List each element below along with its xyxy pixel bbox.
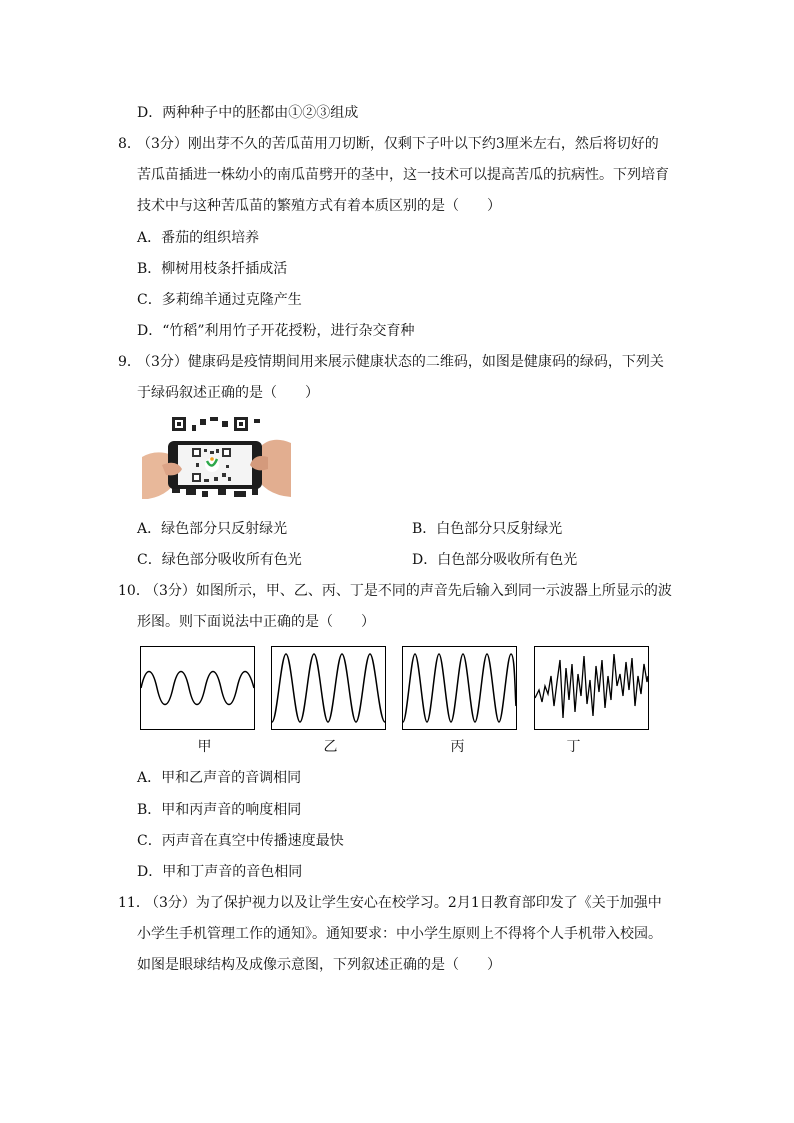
waveform-yi [271, 646, 386, 730]
wave-label-bing: 丙 [450, 739, 465, 755]
q8-number: 8． [118, 136, 141, 152]
q8-text-line1: （3分）刚出芽不久的苦瓜苗用刀切断，仅剩下子叶以下约3厘米左右，然后将切好的 [137, 136, 659, 152]
q8-option-c: C．多莉绵羊通过克隆产生 [137, 292, 302, 308]
q10-option-a: A．甲和乙声音的音调相同 [137, 770, 302, 786]
q7-option-d: D．两种种子中的胚都由①②③组成 [137, 105, 359, 121]
wave-label-yi: 乙 [323, 739, 338, 755]
q11-text-line2: 小学生手机管理工作的通知》。通知要求：中小学生原则上不得将个人手机带入校园。 [137, 926, 662, 942]
q9-option-a: A．绿色部分只反射绿光 [137, 521, 288, 537]
q8-text-line2: 苦瓜苗插进一株幼小的南瓜苗劈开的茎中，这一技术可以提高苦瓜的抗病性。下列培育 [137, 167, 669, 183]
q11-number: 11． [118, 895, 150, 911]
q10-option-d: D．甲和丁声音的音色相同 [137, 864, 303, 880]
health-code-photo [142, 413, 291, 503]
waveform-ding [534, 646, 649, 730]
q8-option-d: D．“竹稻”利用竹子开花授粉，进行杂交育种 [137, 323, 415, 339]
waveform-bing [402, 646, 517, 730]
q11-text-line1: （3分）为了保护视力以及让学生安心在校学习。2月1日教育部印发了《关于加强中 [145, 895, 662, 911]
q10-option-c: C．丙声音在真空中传播速度最快 [137, 833, 344, 849]
q10-text-line1: （3分）如图所示，甲、乙、丙、丁是不同的声音先后输入到同一示波器上所显示的波 [145, 583, 672, 599]
q9-option-b: B．白色部分只反射绿光 [412, 521, 563, 537]
waveform-jia [140, 646, 255, 730]
q10-text-line2: 形图。则下面说法中正确的是（ ） [137, 614, 375, 630]
q11-text-line3: 如图是眼球结构及成像示意图，下列叙述正确的是（ ） [137, 957, 501, 973]
wave-label-jia: 甲 [197, 739, 212, 755]
q8-option-b: B．柳树用枝条扦插成活 [137, 261, 288, 277]
q8-option-a: A．番茄的组织培养 [137, 230, 260, 246]
q10-number: 10． [118, 583, 150, 599]
q10-option-b: B．甲和丙声音的响度相同 [137, 802, 302, 818]
q9-text-line2: 于绿码叙述正确的是（ ） [137, 385, 319, 401]
q9-number: 9． [118, 354, 141, 370]
q9-option-d: D．白色部分吸收所有色光 [412, 552, 578, 568]
q9-option-c: C．绿色部分吸收所有色光 [137, 552, 302, 568]
q9-text-line1: （3分）健康码是疫情期间用来展示健康状态的二维码，如图是健康码的绿码，下列关 [137, 354, 664, 370]
q8-text-line3: 技术中与这种苦瓜苗的繁殖方式有着本质区别的是（ ） [137, 198, 501, 214]
wave-label-ding: 丁 [566, 739, 581, 755]
